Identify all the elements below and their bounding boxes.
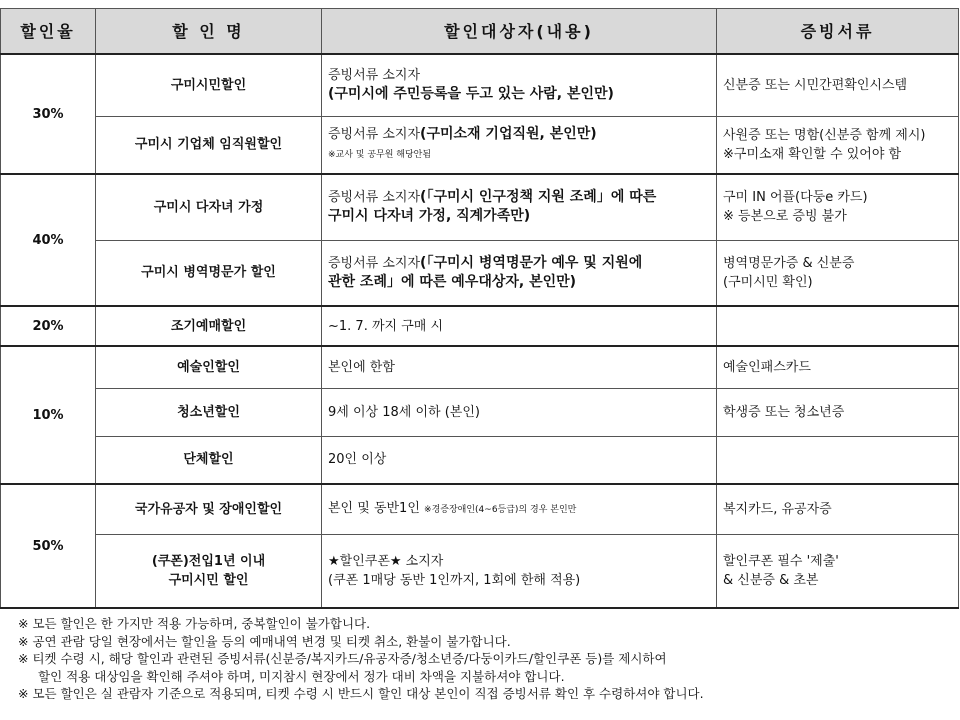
discount-target-cell — [322, 174, 717, 240]
discount-name-line: 구미시 기업체 임직원할인 — [134, 137, 283, 153]
target-text: 증빙서류 소지자 — [328, 255, 421, 271]
discount-name-line: 청소년할인 — [177, 404, 240, 420]
discount-name-cell — [96, 484, 322, 534]
discount-docs-cell — [717, 240, 959, 306]
discount-name-line: 국가유공자 및 장애인할인 — [134, 501, 283, 517]
docs-line: 사원증 또는 명함(신분증 함께 제시) — [723, 127, 926, 143]
discount-name-line: 예술인할인 — [177, 359, 240, 375]
target-text: 관한 조례」에 따른 예우대상자, 본인만) — [328, 273, 577, 290]
discount-name-cell — [96, 388, 322, 436]
target-line — [328, 317, 710, 336]
docs-line: 구미 IN 어플(다둥e 카드) — [723, 190, 868, 206]
target-line — [328, 571, 710, 590]
discount-table — [0, 8, 959, 609]
target-line — [328, 273, 710, 292]
target-text: 증빙서류 소지자 — [328, 126, 421, 142]
discount-name-line: 단체할인 — [183, 452, 234, 468]
discount-target-cell — [322, 240, 717, 306]
docs-line: ※구미소재 확인할 수 있어야 함 — [723, 146, 902, 162]
header-rate: 할인율 — [1, 9, 96, 55]
note-line: ※ 공연 관람 당일 현장에서는 할인율 등의 예매내역 변경 및 티켓 취소, 환불이 불가합니다. — [18, 633, 511, 649]
table-row — [1, 484, 959, 534]
discount-name-line: 조기예매할인 — [170, 318, 247, 334]
discount-target-cell — [322, 346, 717, 388]
target-text: 본인 및 동반1인 — [328, 500, 425, 516]
docs-line: 할인쿠폰 필수 '제출' — [723, 553, 839, 569]
table-row — [1, 346, 959, 388]
discount-target-cell — [322, 306, 717, 346]
table-row — [1, 388, 959, 436]
target-line — [328, 552, 710, 571]
docs-line: & 신분증 & 초본 — [723, 572, 819, 588]
discount-name-line: 구미시민 할인 — [168, 572, 249, 588]
discount-name-cell — [96, 436, 322, 484]
discount-name-line: 구미시 병역명문가 할인 — [141, 265, 276, 281]
target-line — [328, 254, 710, 273]
table-row — [1, 306, 959, 346]
discount-target-cell — [322, 116, 717, 174]
discount-docs-cell — [717, 116, 959, 174]
target-line — [328, 188, 710, 207]
target-text: 까지 구매 시 — [367, 318, 444, 334]
docs-line: (구미시민 확인) — [723, 274, 813, 290]
discount-target-cell — [322, 388, 717, 436]
discount-docs-cell — [717, 388, 959, 436]
discount-docs-cell — [717, 436, 959, 484]
discount-target-cell — [322, 54, 717, 116]
table-header-row — [1, 9, 959, 55]
docs-line: 예술인패스카드 — [723, 359, 811, 375]
discount-docs-cell — [717, 484, 959, 534]
docs-line: 복지카드, 유공자증 — [723, 501, 832, 517]
table-row — [1, 116, 959, 174]
docs-line: ※ 등본으로 증빙 불가 — [723, 209, 847, 225]
target-line — [328, 85, 710, 104]
discount-docs-cell — [717, 534, 959, 608]
target-text: (「구미시 인구정책 지원 조례」에 따른 — [420, 189, 657, 206]
target-text: (쿠폰 1매당 동반 1인까지, 1회에 한해 적용) — [328, 572, 581, 588]
target-line — [328, 358, 710, 377]
docs-line: 병역명문가증 & 신분증 — [723, 255, 855, 271]
discount-name-cell — [96, 116, 322, 174]
target-line — [328, 144, 710, 165]
target-text: ※교사 및 공무원 해당안됨 — [328, 149, 432, 160]
note-line: ※ 티켓 수령 시, 해당 할인과 관련된 증빙서류(신분증/복지카드/유공자증/청소년증/다둥이카드/할인쿠폰 등)를 제시하여 — [18, 651, 667, 666]
table-row — [1, 240, 959, 306]
target-text: ★할인쿠폰★ 소지자 — [328, 553, 444, 569]
discount-docs-cell — [717, 174, 959, 240]
discount-rate-cell: 10% — [1, 346, 96, 484]
discount-name-cell — [96, 306, 322, 346]
target-text: (「구미시 병역명문가 예우 및 지원에 — [420, 254, 643, 271]
discount-rate-cell: 50% — [1, 484, 96, 608]
table-body — [1, 54, 959, 608]
discount-name-line: (쿠폰)전입1년 이내 — [151, 553, 266, 569]
target-text: 본인에 한함 — [328, 359, 395, 375]
discount-rate-cell: 40% — [1, 174, 96, 306]
target-line — [328, 125, 710, 144]
target-line — [328, 207, 710, 226]
discount-name-line: 구미시민할인 — [170, 77, 247, 93]
header-docs: 증빙서류 — [717, 9, 959, 55]
notes-section — [18, 615, 948, 703]
discount-name-line: 구미시 다자녀 가정 — [153, 199, 264, 215]
discount-rate-cell: 20% — [1, 306, 96, 346]
target-line — [328, 499, 710, 520]
table-row — [1, 54, 959, 116]
target-text: ~1. 7. — [328, 318, 368, 334]
discount-name-cell — [96, 54, 322, 116]
docs-line: 학생증 또는 청소년증 — [723, 404, 845, 420]
target-text: 구미시 다자녀 가정, 직계가족만) — [328, 208, 531, 225]
discount-name-cell — [96, 534, 322, 608]
discount-rate-cell: 30% — [1, 54, 96, 174]
target-text: ※경증장애인(4~6등급)의 경우 본인만 — [424, 504, 577, 515]
target-text: (구미소재 기업직원, 본인만) — [420, 125, 597, 142]
target-text: 증빙서류 소지자 — [328, 190, 421, 206]
target-line — [328, 403, 710, 422]
discount-target-cell — [322, 436, 717, 484]
note-line: ※ 모든 할인은 한 가지만 적용 가능하며, 중복할인이 불가합니다. — [18, 616, 371, 631]
discount-name-cell — [96, 174, 322, 240]
header-name: 할 인 명 — [96, 9, 322, 55]
target-text: 증빙서류 소지자 — [328, 68, 421, 84]
discount-docs-cell — [717, 306, 959, 346]
discount-name-cell — [96, 240, 322, 306]
target-text: 9세 이상 18세 이하 (본인) — [328, 404, 480, 420]
discount-docs-cell — [717, 54, 959, 116]
target-line — [328, 66, 710, 85]
header-target: 할인대상자(내용) — [322, 9, 717, 55]
discount-target-cell — [322, 484, 717, 534]
target-text: 20인 이상 — [328, 452, 387, 468]
note-line: 할인 적용 대상임을 확인해 주셔야 하며, 미지참시 현장에서 정가 대비 차액을 지불하셔야 합니다. — [38, 668, 565, 684]
table-row — [1, 534, 959, 608]
note-line: ※ 모든 할인은 실 관람자 기준으로 적용되며, 티켓 수령 시 반드시 할인 대상 본인이 직접 증빙서류 확인 후 수령하셔야 합니다. — [18, 686, 704, 701]
docs-line: 신분증 또는 시민간편확인시스템 — [723, 77, 908, 93]
discount-target-cell — [322, 534, 717, 608]
target-text: (구미시에 주민등록을 두고 있는 사람, 본인만) — [328, 86, 614, 103]
target-line — [328, 450, 710, 469]
table-row — [1, 174, 959, 240]
discount-docs-cell — [717, 346, 959, 388]
table-row — [1, 436, 959, 484]
discount-name-cell — [96, 346, 322, 388]
